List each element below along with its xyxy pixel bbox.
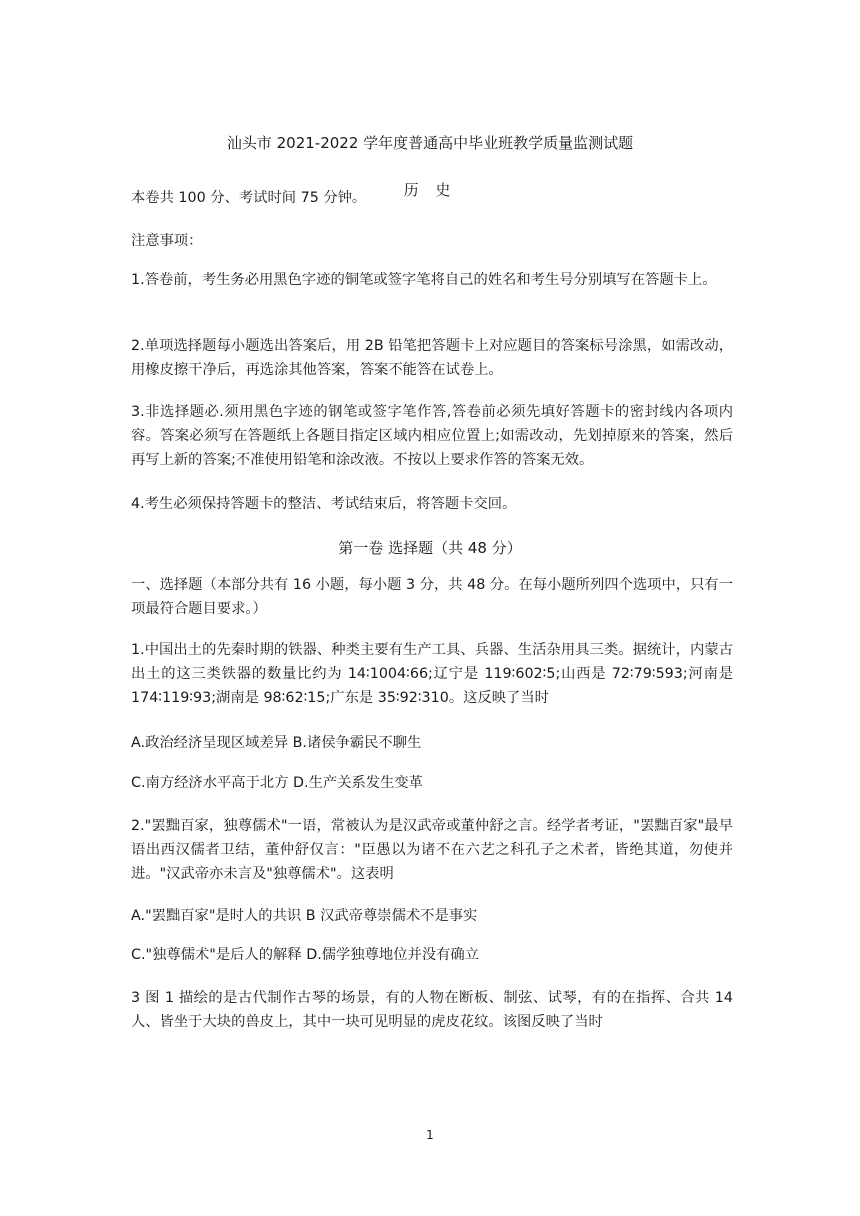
question-1-options-row-1: A.政治经济呈现区域差异 B.诸侯争霸民不聊生: [131, 735, 422, 751]
question-2-options-row-1: A."罢黜百家"是时人的共识 B 汉武帝尊崇儒术不是事实: [131, 908, 478, 924]
question-3-stem: 3 图 1 描绘的是古代制作古琴的场景，有的人物在断板、制弦、试琴，有的在指挥、合共 14 人、皆坐于大块的兽皮上，其中一块可见明显的虎皮花纹。该图反映了当时: [131, 990, 733, 1030]
note-4: 4.考生必须保持答题卡的整洁、考试结束后，将答题卡交回。: [131, 496, 517, 512]
question-2-stem: 2."罢黜百家，独尊儒术"一语，常被认为是汉武帝或董仲舒之言。经学者考证，"罢黜百家"最早语出西汉儒者卫结，董仲舒仅言："臣愚以为诸不在六艺之科孔子之术者，皆绝其道，勿使并进。"汉武帝亦未言及"独尊儒术"。这表明: [131, 818, 733, 882]
section-title: 第一卷 选择题（共 48 分）: [338, 539, 522, 557]
question-2-options-row-2: C."独尊儒术"是后人的解释 D.儒学独尊地位并没有确立: [131, 947, 480, 963]
note-1: 1.答卷前，考生务必用黑色字迹的铜笔或签字笔将自己的姓名和考生号分别填写在答题卡上。: [131, 272, 717, 288]
note-2: 2.单项选择题每小题选出答案后，用 2B 铅笔把答题卡上对应题目的答案标号涂黑，如需改动，用橡皮擦干净后，再选涂其他答案，答案不能答在试卷上。: [131, 338, 733, 378]
notes-heading: 注意事项：: [131, 233, 203, 249]
question-1-options-row-2: C.南方经济水平高于北方 D.生产关系发生变革: [131, 775, 423, 791]
exam-title: 汕头市 2021-2022 学年度普通高中毕业班教学质量监测试题: [226, 134, 634, 152]
subject-title: 历 史: [403, 181, 457, 199]
note-3: 3.非选择题必.须用黑色字迹的钢笔或签字笔作答,答卷前必须先填好答题卡的密封线内各项内容。答案必须写在答题纸上各题目指定区域内相应位置上;如需改动，先划掉原来的答案，然后再写上新的答案;不准使用铅笔和涂改液。不按以上要求作答的答案无效。: [131, 404, 733, 468]
page-number: 1: [426, 1128, 434, 1142]
section-instructions: 一、选择题（本部分共有 16 小题，每小题 3 分，共 48 分。在每小题所列四个选项中，只有一项最符合题目要求。）: [131, 577, 733, 617]
exam-intro: 本卷共 100 分、考试时间 75 分钟。: [131, 190, 367, 206]
question-1-stem: 1.中国出土的先秦时期的铁器、种类主要有生产工具、兵器、生活杂用具三类。据统计，内蒙古出土的这三类铁器的数量比约为 14∶1004∶66;辽宁是 119∶602∶5;山西是 72∶79∶593;河南是 174∶119∶93;湖南是 98∶62∶15;广东是 35∶92∶310。这反映了当时: [131, 642, 733, 706]
